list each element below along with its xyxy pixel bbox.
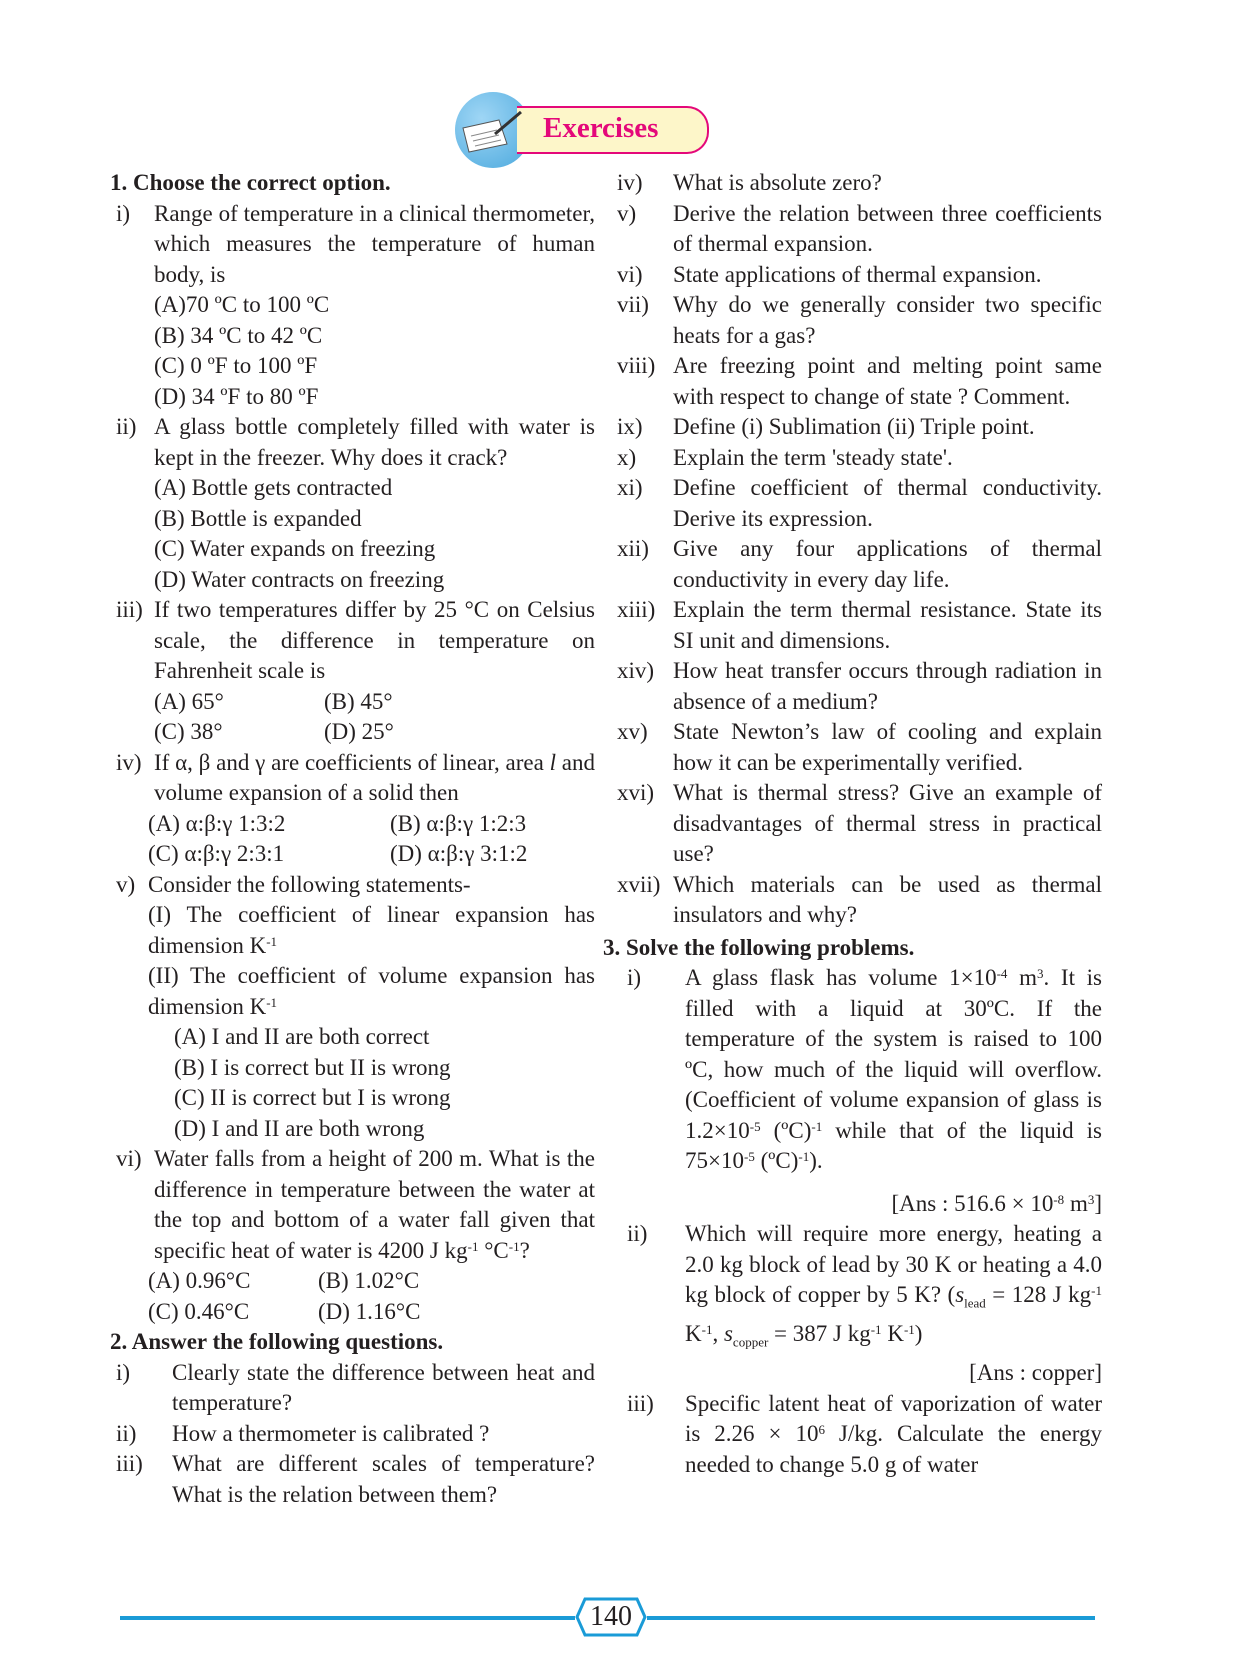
problem-number: i) [627,965,642,990]
question-number: iv) [116,749,142,775]
question-text: Water falls from a height of 200 m. What is the difference in temperature between the water at the top and bottom of a water fall given that specific heat of water is 4200 J $kg^{-1}$ $^\circ C^{-1}$? [154,1146,595,1263]
statement-1: (I) The coefficient of linear expansion has dimension $K^{-1}$ [148,902,595,958]
question-2-item [617,443,1102,474]
question-1-6 [110,1144,595,1266]
problem-text: Which will require more energy, heating a 2.0 kg block of lead by 30 K or heating a 4.0 kg block of copper by 5 K? ($s_{lead} = 128$ J $kg^{-1}$ $K^{-1}$, $s_{copper} = 387$ J $kg^{-1}$ $K^{-1}$) [685,1221,1103,1350]
problem-3-2 [617,1219,1102,1358]
options-1-4 [110,809,595,870]
question-number: vii) [617,292,649,317]
question-2-item [617,412,1102,443]
statements-1-5 [110,900,595,1022]
question-text: Define (i) Sublimation (ii) Triple point. [673,414,1035,439]
question-text: How heat transfer occurs through radiation in absence of a medium? [673,658,1102,714]
option-a: (A) 65° [154,688,224,714]
problem-number: iii) [627,1390,654,1416]
option-c: (C) α:β:γ 2:3:1 [148,841,285,866]
question-text: Explain the term thermal resistance. State its SI unit and dimensions. [673,597,1102,653]
option-d: (D) α:β:γ 3:1:2 [390,841,528,866]
question-2-item [617,473,1102,534]
question-number: i) [116,200,131,226]
question-1-2 [110,412,595,473]
exercises-title: Exercises [543,112,659,144]
options-1-2 [110,473,595,595]
question-1-3 [110,595,595,687]
question-number: iii) [116,1451,143,1476]
question-text: What are different scales of temperature? What is the relation between them? [172,1451,595,1507]
question-text: How a thermometer is calibrated ? [172,1420,490,1446]
question-2-item [110,1419,595,1450]
question-2-item [617,870,1102,931]
section-1-title: 1. Choose the correct option. [110,170,391,195]
question-text: Range of temperature in a clinical thermometer, which measures the temperature of human body, is [154,200,595,287]
question-text: Clearly state the difference between heat and temperature? [172,1359,595,1415]
option-c: (C) II is correct but I is wrong [174,1085,451,1110]
question-number: xiii) [617,597,656,622]
question-text: Derive the relation between three coefficients of thermal expansion. [673,200,1102,256]
question-2-item [617,595,1102,656]
option-d: (D) 25° [324,719,394,744]
question-text: Explain the term 'steady state'. [673,444,953,470]
question-2-item [617,656,1102,717]
question-text: If two temperatures differ by 25 °C on Celsius scale, the difference in temperature on Fahrenheit scale is [154,597,595,683]
question-number: xvi) [617,780,655,805]
question-2-item [617,168,1102,199]
options-1-3 [110,687,595,748]
question-text: Define coefficient of thermal conductivity. Derive its expression. [673,475,1102,531]
question-number: vi) [116,1146,142,1171]
problem-3-3 [617,1389,1102,1481]
question-number: ii) [116,414,137,439]
option-d: (D) 1.16°C [318,1298,421,1324]
question-number: vi) [617,261,643,287]
problem-text: Specific latent heat of vaporization of water is $2.26 \times 10^6$ J/kg. Calculate the energy needed to change 5.0 g of water [685,1390,1102,1477]
question-text: A glass bottle completely filled with water is kept in the freezer. Why does it crack? [154,414,595,470]
option-a: (A) 0.96°C [148,1268,251,1293]
question-text: Consider the following statements- [148,871,471,897]
question-number: iii) [116,597,143,622]
option-a: (A) I and II are both correct [174,1024,430,1049]
question-2-item [617,260,1102,291]
question-2-item [110,1449,595,1510]
option-b: (B) 34 ºC to 42 ºC [154,322,323,348]
option-d: (D) Water contracts on freezing [154,566,445,592]
answer-3-2: [Ans : copper] [969,1360,1102,1386]
section-2-title: 2. Answer the following questions. [110,1329,444,1354]
question-text: Give any four applications of thermal conductivity in every day life. [673,536,1102,592]
section-3-title: 3. Solve the following problems. [603,934,915,960]
question-text: State Newton’s law of cooling and explain how it can be experimentally verified. [673,719,1102,775]
left-column [110,168,595,1510]
option-b: (B) 1.02°C [318,1268,420,1293]
option-a: (A) α:β:γ 1:3:2 [148,810,286,836]
options-1-1 [110,290,595,412]
question-number: xii) [617,536,649,561]
question-number: ii) [116,1420,137,1446]
question-number: viii) [617,353,656,378]
options-1-6 [110,1266,595,1327]
answer-3-1: [Ans : $516.6 \times 10^{-8}$ $m^3$] [891,1190,1102,1216]
option-b: (B) I is correct but II is wrong [174,1054,451,1080]
section-2-left-list [110,1358,595,1511]
question-1-4 [110,748,595,809]
question-1-5 [110,870,595,901]
option-d: (D) I and II are both wrong [174,1115,425,1141]
question-number: xvii) [617,871,661,897]
question-2-item [617,290,1102,351]
question-2-item [617,534,1102,595]
question-text: State applications of thermal expansion. [673,261,1042,287]
problem-text: A glass flask has volume $1\times 10^{-4}$ $m^3$. It is filled with a liquid at 30ºC. If the temperature of the system is raised to 100 ºC, how much of the liquid will overflow. (Coefficient of volume expansion of glass is $1.2\times 10^{-5}$ (ºC)$^{-1}$ while that of the liquid is $75\times 10^{-5}$ (ºC)$^{-1}$). [685,965,1103,1173]
question-2-item [617,717,1102,778]
question-text: If α, β and γ are coefficients of linear, area l and volume expansion of a solid then [154,749,596,805]
question-number: xi) [617,475,643,500]
question-text: What is thermal stress? Give an example of disadvantages of thermal stress in practical use? [673,780,1102,866]
option-d: (D) 34 ºF to 80 ºF [154,383,319,409]
question-number: xiv) [617,658,655,683]
exercises-header [455,92,715,172]
option-b: (B) 45° [324,688,393,714]
section-2-right-list [617,168,1102,931]
option-a: (A)70 ºC to 100 ºC [154,292,330,317]
question-text: What is absolute zero? [673,170,882,195]
option-c: (C) 38° [154,719,223,744]
question-2-item [617,351,1102,412]
option-c: (C) 0.46°C [148,1298,250,1324]
question-2-item [617,199,1102,260]
option-b: (B) Bottle is expanded [154,505,362,531]
option-b: (B) α:β:γ 1:2:3 [390,810,527,836]
question-number: v) [116,871,136,897]
option-c: (C) 0 ºF to 100 ºF [154,353,318,378]
page-footer [120,1597,1095,1637]
option-c: (C) Water expands on freezing [154,536,436,561]
question-number: v) [617,200,637,226]
page-number: 140 [590,1601,632,1632]
question-number: iv) [617,170,643,195]
question-number: x) [617,444,637,470]
question-number: ix) [617,414,643,439]
question-text: Which materials can be used as thermal insulators and why? [673,871,1102,927]
question-2-item [110,1358,595,1419]
question-text: Why do we generally consider two specific heats for a gas? [673,292,1102,348]
options-1-5 [110,1022,595,1144]
statement-2: (II) The coefficient of volume expansion has dimension $K^{-1}$ [148,963,595,1019]
problem-number: ii) [627,1221,648,1246]
problem-3-1 [617,963,1102,1177]
question-2-item [617,778,1102,870]
notepad-pencil-icon [455,106,525,156]
right-column [603,168,1103,1480]
option-a: (A) Bottle gets contracted [154,475,393,500]
question-number: i) [116,1359,131,1385]
question-1-1 [110,199,595,291]
question-number: xv) [617,719,648,744]
question-text: Are freezing point and melting point same with respect to change of state ? Comment. [673,353,1102,409]
